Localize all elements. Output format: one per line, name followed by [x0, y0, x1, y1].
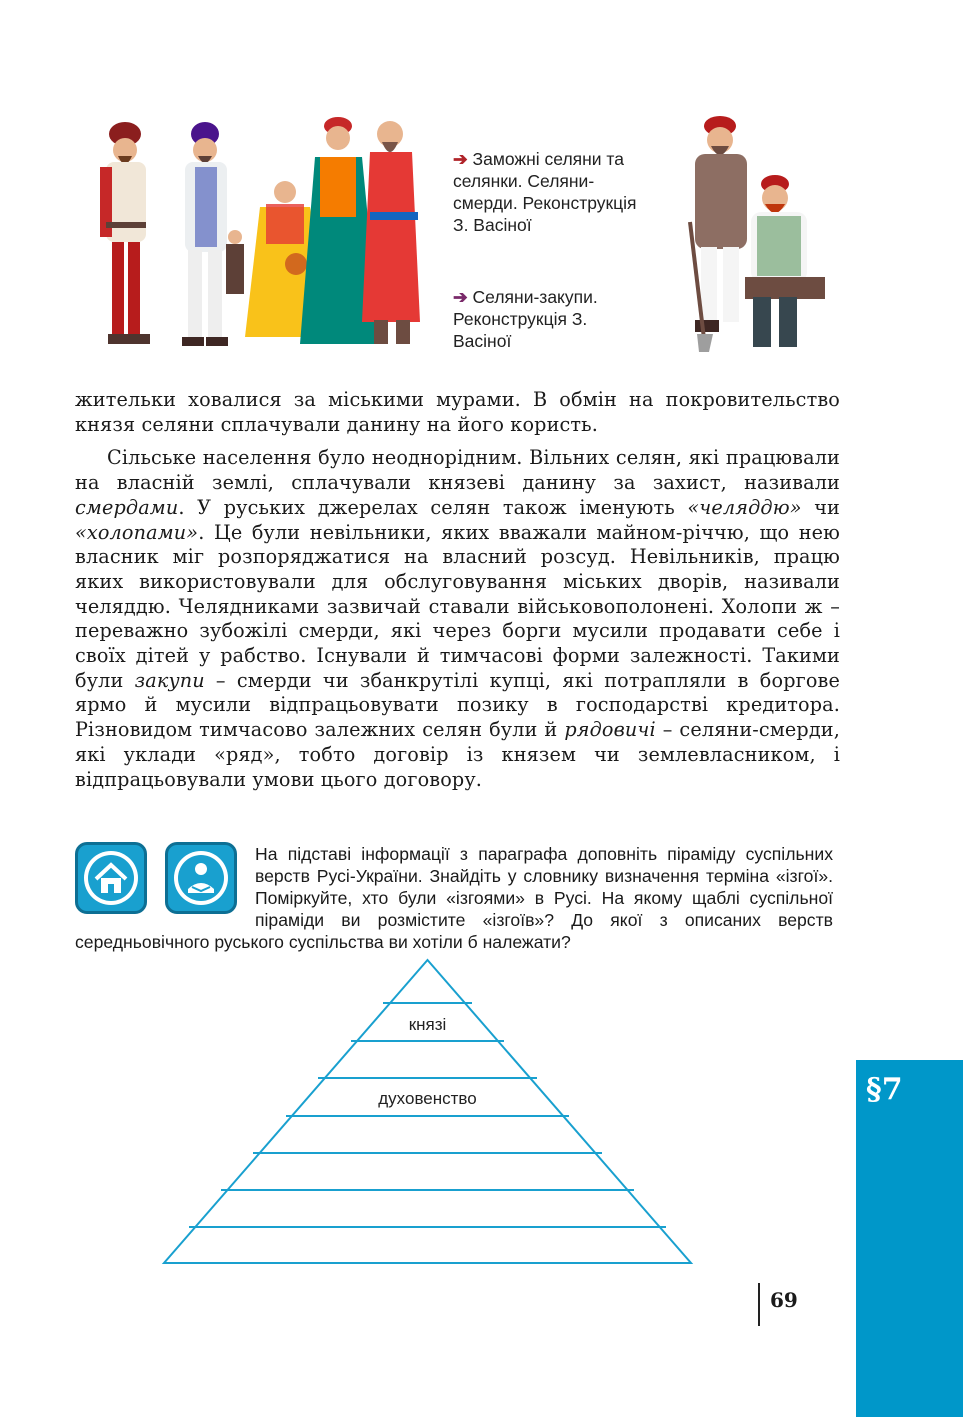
text-run: Сільське населення було неоднорідним. Вільних селян, які працювали на власній землі, сплачували князеві данину за захист, називали — [75, 446, 840, 495]
arrow-right-icon: ➔ — [453, 287, 468, 307]
page-number: 69 — [770, 1288, 798, 1312]
body-text — [75, 388, 840, 792]
text-run: . Це були невільники, яких вважали майном-річчю, що нею власник міг розпоряджатися на власний розсуд. Невільників, працю яких використовували для обслуговування міських дворів, називали челяддю. Челядниками зазвичай ставали військовополонені. Холопи ж – переважно зубожілі смерди, які через борги мусили продавати себе і своїх дітей у рабство. Існували й тимчасові форми залежності. Такими були — [75, 520, 840, 692]
term-riadovychi: рядовичі — [564, 718, 656, 742]
pyramid-tier-label: духовенство — [378, 1089, 477, 1108]
term-kholopy: «холопами» — [75, 520, 199, 544]
task-question: На підставі інформації з параграфа доповніть піраміду суспільних верств Русі-України. Знайдіть у словнику визначення терміна «ізгої». Поміркуйте, хто були «ізгоями» в Русі. На якому щаблі суспільної піраміди ви розмістите «ізгоїв»? До якої з описаних верств середньовічного руського суспільства ви хотіли б належати? — [75, 844, 833, 952]
term-cheliad: «челяддю» — [687, 495, 802, 519]
text-run: чи — [801, 495, 840, 519]
text-run: – смерди чи збанкрутілі купці, які потрапляли в боргове ярмо й мусили відпрацьовувати позику в господарстві кредитора. Різновидом тимчасово залежних селян були й — [75, 668, 840, 742]
caption-wealthy-text: Заможні селяни та селянки. Селяни-смерди. Реконструкція З. Васіної — [453, 149, 637, 235]
pyramid-outline — [164, 960, 691, 1263]
page-number-divider — [758, 1283, 760, 1326]
term-zakupy: закупи — [134, 668, 205, 692]
section-number: §7 — [866, 1072, 903, 1107]
caption-zakupy-text: Селяни-закупи. Реконструкція З. Васіної — [453, 287, 598, 351]
paragraph-1: жительки ховалися за міськими мурами. В обмін на покровительство князя селяни сплачували данину на його користь. — [75, 388, 840, 436]
caption-wealthy-peasants — [453, 148, 648, 236]
text-run: – селяни-смерди, які уклади «ряд», тобто договір із князем чи землевласником, і відпрацьовували умови цього договору. — [75, 718, 840, 791]
task-text — [75, 843, 833, 953]
paragraph-2 — [75, 446, 840, 792]
arrow-left-icon: ➔ — [453, 149, 468, 169]
term-smerdy: смердами — [75, 495, 179, 519]
society-pyramid — [160, 958, 695, 1268]
pyramid-tier-label: князі — [408, 1015, 447, 1034]
icon-spacer — [75, 843, 255, 915]
illustration-wealthy-peasants — [70, 112, 435, 357]
caption-zakupy — [453, 286, 633, 352]
text-run: . У руських джерелах селян також іменують — [178, 495, 688, 519]
illustration-zakupy — [675, 112, 835, 357]
section-tab — [856, 1060, 963, 1417]
